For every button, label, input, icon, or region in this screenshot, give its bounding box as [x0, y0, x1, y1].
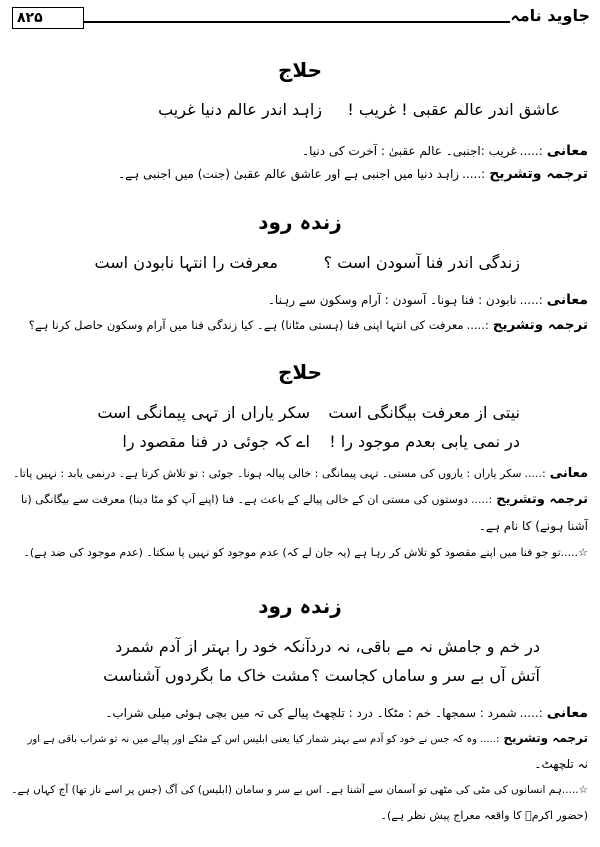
verse-line-2: در خم و جامش نہ مے باقی، نہ درد [309, 637, 540, 656]
tarjuma-label: ترجمہ وتشریح [492, 317, 588, 333]
note-line: ☆.....ہم انسانوں کی مٹی کی مٹھی تو آسمان سے آشنا ہے۔ اس بے سر و سامان (ابلیس) کی آگ (جس پر اسے ناز تھا) آج کہاں ہے۔ [11, 784, 588, 796]
tarjuma-text: دوستوں کی مستی ان کے خالی پیالے کے باعث ہے۔ فنا (اپنے آپ کو مٹا دینا) معرفت سے بیگانگی (نا [20, 493, 469, 506]
dots: :..... [524, 467, 546, 480]
verse-line-3: اے کہ جوئی در فنا مقصود را [122, 432, 310, 451]
dots: :..... [462, 167, 486, 181]
maani-label: معانی [546, 292, 588, 308]
dots: :..... [519, 293, 543, 307]
header-rule [84, 21, 510, 23]
maani-text: سکر یاراں : یاروں کی مستی۔ تہی پیمانگی : خالی پیالہ ہونا۔ جوئی : تو تلاش کرتا ہے۔ درنمی یابد : نہیں پاتا۔ [13, 467, 522, 480]
section-heading: حلاج [277, 360, 322, 384]
tarjuma-text: معرفت کی انتہا اپنی فنا (ہستی مٹانا) ہے۔ کیا زندگی فنا میں آرام وسکون حاصل کرنا ہے؟ [28, 318, 464, 332]
maani-label: معانی [549, 466, 588, 481]
tarjuma-line [10, 317, 588, 333]
verse-line-2: عاشق اندر عالم عقبی ! غریب ! [347, 100, 560, 119]
tarjuma-text: زاہد دنیا میں اجنبی ہے اور عاشق عالم عقبیٰ (جنت) میں اجنبی ہے۔ [118, 167, 460, 181]
verse-line-4: آتش آں بے سر و ساماں کجاست ؟ [311, 666, 540, 685]
note-line: ☆.....تو جو فنا میں اپنے مقصود کو تلاش کر رہا ہے (یہ جان لے کہ) عدم موجود کو نہیں پا سکتا۔ (عدم موجود کی ضد ہے)۔ [23, 546, 588, 559]
maani-line [10, 292, 588, 308]
maani-line [10, 466, 588, 481]
maani-label: معانی [546, 705, 588, 721]
tarjuma-label: ترجمہ وتشریح [496, 492, 588, 507]
maani-line [10, 143, 588, 159]
tarjuma-line [10, 731, 588, 745]
tarjuma-text: وہ کہ جس نے خود کو آدم سے بہتر شمار کیا یعنی ابلیس اس کے مٹکے اور پیالے میں نہ تو شراب باقی ہے اور [27, 734, 478, 745]
tarjuma-continuation: آشنا ہونے) کا نام ہے۔ [478, 519, 588, 533]
verse-line-2: زندگی اندر فنا آسودن است ؟ [323, 253, 520, 272]
verse-line-1: زاہد اندر عالم دنیا غریب [158, 100, 322, 119]
note-line-2: (حضور اکرمؐ کا واقعہ معراج پیش نظر ہے)۔ [380, 809, 588, 822]
verse-line-1: معرفت را انتہا نابودن است [94, 253, 278, 272]
page-number: ۸۲۵ [12, 7, 84, 29]
verse-line-1: آنکہ خود را بہتر از آدم شمرد [115, 637, 310, 656]
dots: :..... [519, 706, 543, 720]
verse-line-2: نیتی از معرفت بیگانگی است [328, 403, 520, 422]
dots: :..... [519, 144, 543, 158]
maani-label: معانی [546, 143, 588, 159]
tarjuma-label: ترجمہ وتشریح [503, 731, 588, 745]
verse-line-1: سکر یاراں از تہی پیمانگی است [97, 403, 310, 422]
verse-line-3: مشت خاک ما بگردوں آشناست [103, 666, 310, 685]
maani-text: نابودن : فنا ہونا۔ آسودن : آرام وسکون سے رہنا۔ [267, 293, 517, 307]
maani-text: غریب :اجنبی۔ عالم عقبیٰ : آخرت کی دنیا۔ [302, 144, 517, 158]
dots: :..... [471, 493, 493, 506]
maani-text: شمرد : سمجھا۔ خم : مٹکا۔ درد : تلچھٹ پیالے کی تہ میں بچی ہوئی میلی شراب۔ [105, 706, 517, 720]
section-heading: زندہ رود [258, 594, 342, 618]
section-heading: زندہ رود [258, 210, 342, 234]
section-heading: حلاج [277, 58, 322, 82]
page-header [8, 4, 592, 32]
maani-line [10, 705, 588, 721]
tarjuma-continuation: نہ تلچھٹ۔ [534, 757, 588, 771]
verse-line-4: در نمی یابی بعدم موجود را ! [329, 432, 520, 451]
tarjuma-line [10, 492, 588, 507]
dots: :..... [466, 318, 489, 332]
dots: :..... [480, 734, 500, 745]
tarjuma-line [10, 166, 588, 182]
book-title: جاوید نامہ [510, 6, 590, 25]
tarjuma-label: ترجمہ وتشریح [489, 166, 588, 182]
